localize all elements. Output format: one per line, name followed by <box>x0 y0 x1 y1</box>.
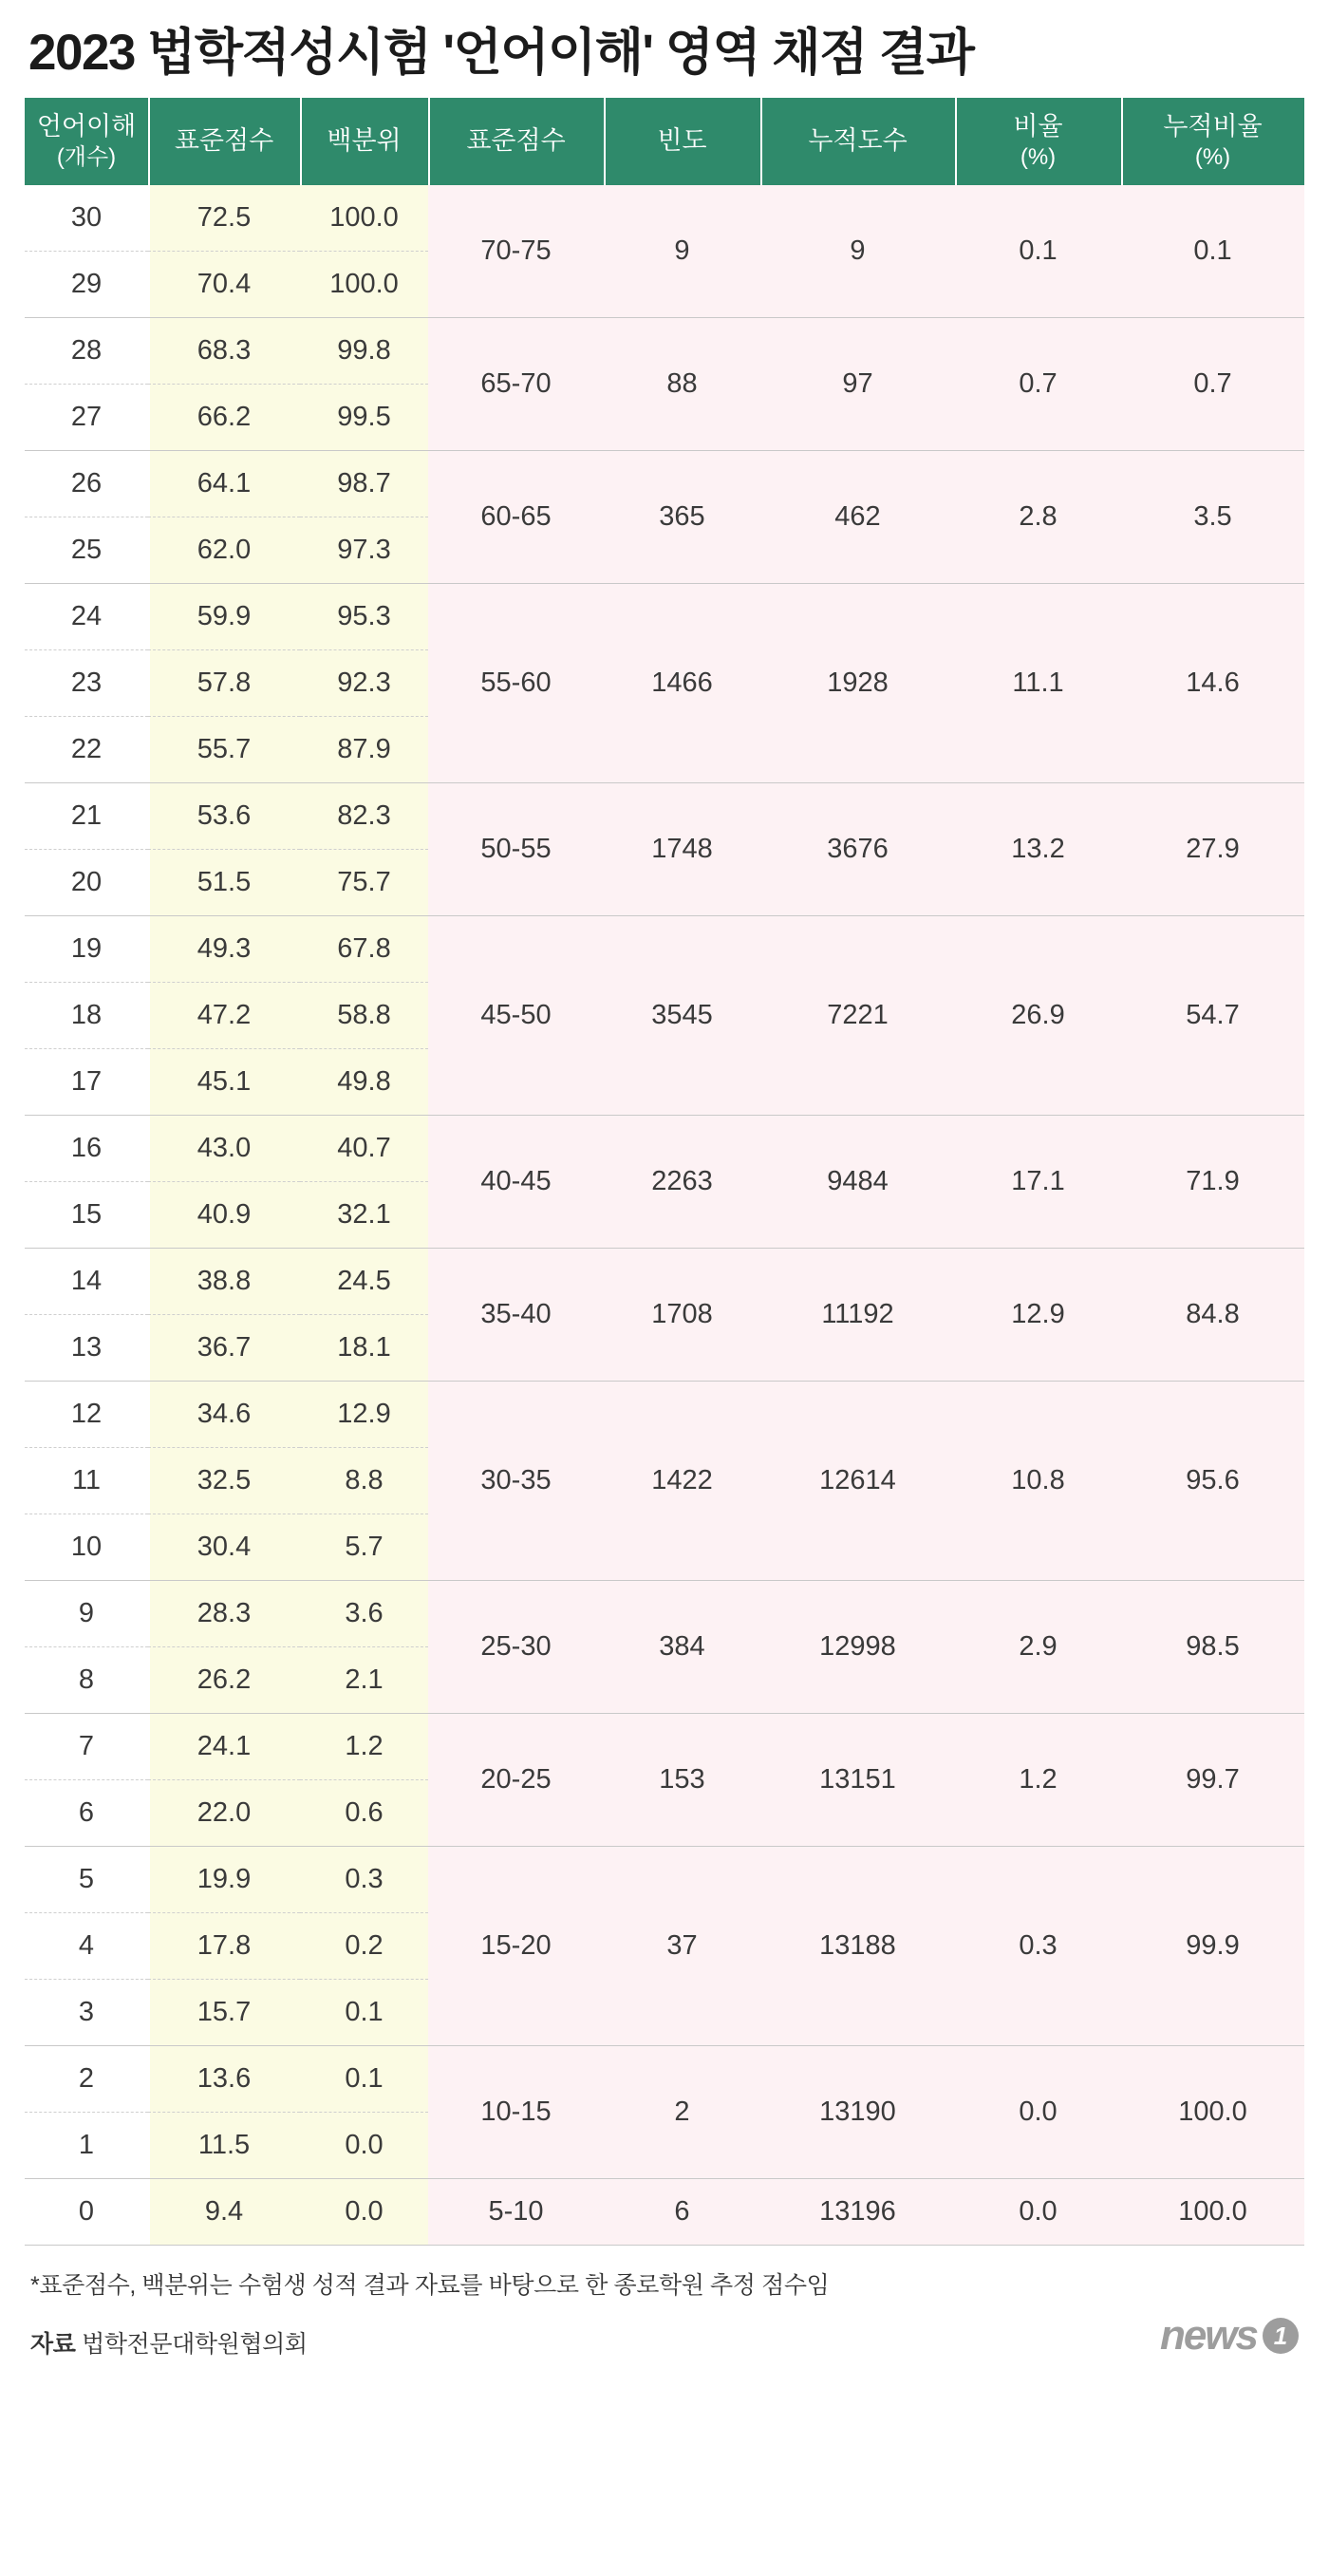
table-row <box>25 1714 1304 1780</box>
cell-percentile: 100.0 <box>300 185 428 252</box>
cell-standard-score: 9.4 <box>148 2179 300 2246</box>
cell-percentile: 24.5 <box>300 1249 428 1315</box>
table-row <box>25 1847 1304 1913</box>
cell-standard-score: 34.6 <box>148 1382 300 1448</box>
cell-count: 19 <box>25 916 148 983</box>
cell-percentile: 18.1 <box>300 1315 428 1382</box>
cell-cumulative-ratio: 84.8 <box>1121 1249 1304 1382</box>
cell-standard-score: 38.8 <box>148 1249 300 1315</box>
cell-score-range: 25-30 <box>428 1581 604 1714</box>
cell-ratio: 17.1 <box>955 1116 1121 1249</box>
cell-cumulative-frequency: 12614 <box>760 1382 955 1581</box>
cell-percentile: 75.7 <box>300 850 428 916</box>
cell-count: 15 <box>25 1182 148 1249</box>
cell-score-range: 70-75 <box>428 185 604 318</box>
cell-ratio: 0.0 <box>955 2179 1121 2246</box>
cell-standard-score: 32.5 <box>148 1448 300 1514</box>
col-header-percentile: 백분위 <box>300 98 428 185</box>
logo-badge: 1 <box>1263 2318 1299 2354</box>
cell-standard-score: 28.3 <box>148 1581 300 1647</box>
cell-percentile: 58.8 <box>300 983 428 1049</box>
cell-count: 18 <box>25 983 148 1049</box>
cell-cumulative-frequency: 9484 <box>760 1116 955 1249</box>
cell-percentile: 82.3 <box>300 783 428 850</box>
cell-standard-score: 51.5 <box>148 850 300 916</box>
col-header-count: 언어이해 (개수) <box>25 98 148 185</box>
cell-cumulative-frequency: 12998 <box>760 1581 955 1714</box>
cell-score-range: 15-20 <box>428 1847 604 2046</box>
cell-cumulative-ratio: 100.0 <box>1121 2046 1304 2179</box>
cell-standard-score: 19.9 <box>148 1847 300 1913</box>
cell-score-range: 10-15 <box>428 2046 604 2179</box>
cell-count: 10 <box>25 1514 148 1581</box>
source-text <box>30 2325 308 2360</box>
cell-percentile: 98.7 <box>300 451 428 517</box>
cell-cumulative-ratio: 99.7 <box>1121 1714 1304 1847</box>
table-row <box>25 451 1304 517</box>
cell-standard-score: 70.4 <box>148 252 300 318</box>
cell-count: 13 <box>25 1315 148 1382</box>
col-header-std-score-range: 표준점수 <box>428 98 604 185</box>
cell-frequency: 2 <box>604 2046 760 2179</box>
cell-cumulative-frequency: 462 <box>760 451 955 584</box>
cell-cumulative-ratio: 0.1 <box>1121 185 1304 318</box>
cell-cumulative-ratio: 0.7 <box>1121 318 1304 451</box>
cell-percentile: 0.2 <box>300 1913 428 1980</box>
cell-count: 21 <box>25 783 148 850</box>
cell-cumulative-frequency: 13190 <box>760 2046 955 2179</box>
cell-standard-score: 49.3 <box>148 916 300 983</box>
cell-percentile: 97.3 <box>300 517 428 584</box>
cell-ratio: 1.2 <box>955 1714 1121 1847</box>
cell-score-range: 45-50 <box>428 916 604 1116</box>
cell-cumulative-ratio: 3.5 <box>1121 451 1304 584</box>
cell-count: 25 <box>25 517 148 584</box>
table-row <box>25 1116 1304 1182</box>
cell-cumulative-frequency: 13196 <box>760 2179 955 2246</box>
cell-cumulative-ratio: 95.6 <box>1121 1382 1304 1581</box>
cell-standard-score: 62.0 <box>148 517 300 584</box>
cell-percentile: 0.1 <box>300 1980 428 2046</box>
cell-standard-score: 11.5 <box>148 2113 300 2179</box>
cell-frequency: 37 <box>604 1847 760 2046</box>
cell-cumulative-ratio: 100.0 <box>1121 2179 1304 2246</box>
cell-percentile: 3.6 <box>300 1581 428 1647</box>
cell-score-range: 30-35 <box>428 1382 604 1581</box>
cell-percentile: 8.8 <box>300 1448 428 1514</box>
cell-count: 6 <box>25 1780 148 1847</box>
cell-count: 12 <box>25 1382 148 1448</box>
cell-ratio: 26.9 <box>955 916 1121 1116</box>
cell-count: 0 <box>25 2179 148 2246</box>
cell-cumulative-ratio: 54.7 <box>1121 916 1304 1116</box>
table-row <box>25 2179 1304 2246</box>
table-row <box>25 2046 1304 2113</box>
cell-cumulative-ratio: 99.9 <box>1121 1847 1304 2046</box>
cell-cumulative-ratio: 14.6 <box>1121 584 1304 783</box>
cell-score-range: 50-55 <box>428 783 604 916</box>
cell-count: 16 <box>25 1116 148 1182</box>
cell-standard-score: 45.1 <box>148 1049 300 1116</box>
cell-ratio: 11.1 <box>955 584 1121 783</box>
cell-cumulative-frequency: 1928 <box>760 584 955 783</box>
cell-standard-score: 36.7 <box>148 1315 300 1382</box>
cell-percentile: 0.0 <box>300 2113 428 2179</box>
cell-frequency: 1748 <box>604 783 760 916</box>
cell-standard-score: 17.8 <box>148 1913 300 1980</box>
cell-percentile: 0.1 <box>300 2046 428 2113</box>
source-row <box>30 2312 1299 2360</box>
col-header-cumulative-frequency: 누적도수 <box>760 98 955 185</box>
cell-count: 2 <box>25 2046 148 2113</box>
cell-standard-score: 26.2 <box>148 1647 300 1714</box>
cell-count: 22 <box>25 717 148 783</box>
cell-standard-score: 47.2 <box>148 983 300 1049</box>
cell-cumulative-frequency: 11192 <box>760 1249 955 1382</box>
table-row <box>25 916 1304 983</box>
cell-standard-score: 13.6 <box>148 2046 300 2113</box>
cell-standard-score: 15.7 <box>148 1980 300 2046</box>
table-row <box>25 1382 1304 1448</box>
cell-standard-score: 40.9 <box>148 1182 300 1249</box>
cell-percentile: 32.1 <box>300 1182 428 1249</box>
cell-count: 28 <box>25 318 148 385</box>
cell-score-range: 55-60 <box>428 584 604 783</box>
cell-standard-score: 43.0 <box>148 1116 300 1182</box>
source-value: 법학전문대학원협의회 <box>82 2331 308 2359</box>
cell-cumulative-ratio: 98.5 <box>1121 1581 1304 1714</box>
cell-frequency: 153 <box>604 1714 760 1847</box>
cell-score-range: 65-70 <box>428 318 604 451</box>
table-row <box>25 318 1304 385</box>
cell-standard-score: 22.0 <box>148 1780 300 1847</box>
cell-standard-score: 55.7 <box>148 717 300 783</box>
cell-frequency: 6 <box>604 2179 760 2246</box>
cell-percentile: 0.0 <box>300 2179 428 2246</box>
cell-frequency: 1422 <box>604 1382 760 1581</box>
cell-cumulative-ratio: 71.9 <box>1121 1116 1304 1249</box>
cell-standard-score: 30.4 <box>148 1514 300 1581</box>
cell-cumulative-frequency: 9 <box>760 185 955 318</box>
cell-cumulative-frequency: 7221 <box>760 916 955 1116</box>
cell-ratio: 0.0 <box>955 2046 1121 2179</box>
cell-standard-score: 66.2 <box>148 385 300 451</box>
table-row <box>25 1249 1304 1315</box>
cell-percentile: 67.8 <box>300 916 428 983</box>
cell-count: 24 <box>25 584 148 650</box>
cell-cumulative-frequency: 3676 <box>760 783 955 916</box>
cell-count: 1 <box>25 2113 148 2179</box>
cell-frequency: 88 <box>604 318 760 451</box>
cell-percentile: 5.7 <box>300 1514 428 1581</box>
cell-frequency: 1708 <box>604 1249 760 1382</box>
cell-count: 11 <box>25 1448 148 1514</box>
cell-ratio: 0.1 <box>955 185 1121 318</box>
cell-ratio: 0.3 <box>955 1847 1121 2046</box>
cell-count: 20 <box>25 850 148 916</box>
cell-frequency: 1466 <box>604 584 760 783</box>
cell-count: 3 <box>25 1980 148 2046</box>
cell-score-range: 35-40 <box>428 1249 604 1382</box>
cell-ratio: 0.7 <box>955 318 1121 451</box>
cell-frequency: 9 <box>604 185 760 318</box>
cell-standard-score: 24.1 <box>148 1714 300 1780</box>
logo-text: news <box>1159 2312 1257 2360</box>
cell-standard-score: 68.3 <box>148 318 300 385</box>
cell-percentile: 92.3 <box>300 650 428 717</box>
cell-ratio: 12.9 <box>955 1249 1121 1382</box>
cell-frequency: 3545 <box>604 916 760 1116</box>
cell-ratio: 2.8 <box>955 451 1121 584</box>
cell-count: 9 <box>25 1581 148 1647</box>
cell-count: 7 <box>25 1714 148 1780</box>
footnote: *표준점수, 백분위는 수험생 성적 결과 자료를 바탕으로 한 종로학원 추정 점수임 <box>30 2272 830 2300</box>
cell-cumulative-ratio: 27.9 <box>1121 783 1304 916</box>
cell-frequency: 365 <box>604 451 760 584</box>
cell-count: 27 <box>25 385 148 451</box>
cell-count: 30 <box>25 185 148 252</box>
cell-percentile: 1.2 <box>300 1714 428 1780</box>
table-row <box>25 783 1304 850</box>
cell-count: 17 <box>25 1049 148 1116</box>
cell-percentile: 2.1 <box>300 1647 428 1714</box>
cell-count: 14 <box>25 1249 148 1315</box>
cell-percentile: 0.3 <box>300 1847 428 1913</box>
cell-cumulative-frequency: 13188 <box>760 1847 955 2046</box>
col-header-frequency: 빈도 <box>604 98 760 185</box>
cell-frequency: 384 <box>604 1581 760 1714</box>
cell-ratio: 13.2 <box>955 783 1121 916</box>
cell-count: 29 <box>25 252 148 318</box>
cell-percentile: 95.3 <box>300 584 428 650</box>
cell-ratio: 2.9 <box>955 1581 1121 1714</box>
cell-standard-score: 59.9 <box>148 584 300 650</box>
cell-percentile: 49.8 <box>300 1049 428 1116</box>
cell-percentile: 87.9 <box>300 717 428 783</box>
cell-percentile: 99.8 <box>300 318 428 385</box>
cell-percentile: 100.0 <box>300 252 428 318</box>
cell-count: 8 <box>25 1647 148 1714</box>
source-label: 자료 <box>30 2331 76 2359</box>
cell-percentile: 99.5 <box>300 385 428 451</box>
col-header-std-score-left: 표준점수 <box>148 98 300 185</box>
table-row <box>25 584 1304 650</box>
page-title: 2023 법학적성시험 '언어이해' 영역 채점 결과 <box>28 25 974 81</box>
cell-frequency: 2263 <box>604 1116 760 1249</box>
cell-cumulative-frequency: 13151 <box>760 1714 955 1847</box>
cell-ratio: 10.8 <box>955 1382 1121 1581</box>
table-header-row <box>25 98 1304 185</box>
cell-standard-score: 64.1 <box>148 451 300 517</box>
cell-count: 26 <box>25 451 148 517</box>
grade-distribution-table <box>25 98 1304 2246</box>
cell-standard-score: 57.8 <box>148 650 300 717</box>
col-header-cumulative-ratio: 누적비율 (%) <box>1121 98 1304 185</box>
cell-count: 23 <box>25 650 148 717</box>
cell-percentile: 12.9 <box>300 1382 428 1448</box>
col-header-ratio: 비율 (%) <box>955 98 1121 185</box>
cell-count: 5 <box>25 1847 148 1913</box>
cell-score-range: 40-45 <box>428 1116 604 1249</box>
cell-score-range: 5-10 <box>428 2179 604 2246</box>
cell-percentile: 40.7 <box>300 1116 428 1182</box>
table-body <box>25 185 1304 2246</box>
cell-score-range: 20-25 <box>428 1714 604 1847</box>
news1-logo <box>1160 2312 1299 2360</box>
cell-percentile: 0.6 <box>300 1780 428 1847</box>
table-row <box>25 185 1304 252</box>
cell-standard-score: 72.5 <box>148 185 300 252</box>
cell-score-range: 60-65 <box>428 451 604 584</box>
cell-cumulative-frequency: 97 <box>760 318 955 451</box>
cell-standard-score: 53.6 <box>148 783 300 850</box>
table-row <box>25 1581 1304 1647</box>
cell-count: 4 <box>25 1913 148 1980</box>
